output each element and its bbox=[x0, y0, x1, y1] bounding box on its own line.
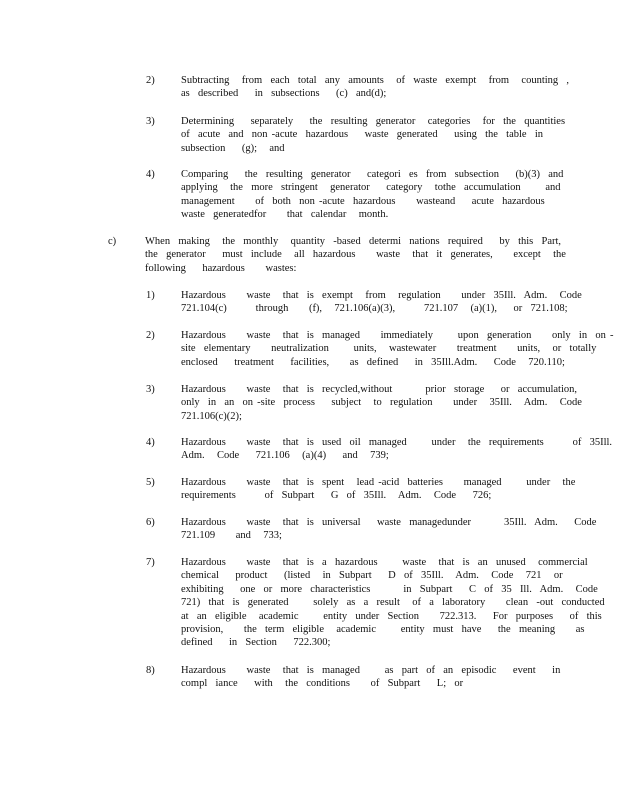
item-number: 2) bbox=[146, 75, 155, 86]
list-item-c-4 bbox=[146, 436, 612, 463]
item-text-line: Determining separately the resulting generator categories for the quantities bbox=[181, 116, 566, 127]
item-text-line: Subtracting from each total any amounts of waste exempt from counting , bbox=[181, 75, 570, 86]
item-text-line: requirements of Subpart G of 35Ill. Adm. Code 726; bbox=[181, 490, 492, 502]
item-text-line: 721.109 and 733; bbox=[181, 530, 282, 542]
item-text-line: subsection (g); and bbox=[181, 142, 285, 154]
list-item-c-8 bbox=[146, 664, 560, 691]
item-text-line: at an eligible academic entity under Section 722.313. For purposes of this bbox=[181, 610, 602, 622]
item-text-line: of acute and non -acute hazardous waste generated using the table in bbox=[181, 129, 544, 141]
list-item-2 bbox=[146, 74, 569, 101]
item-text-line: Hazardous waste that is universal waste managedunder 35Ill. Adm. Code bbox=[181, 517, 597, 528]
item-number: 1) bbox=[146, 290, 155, 301]
item-text-line: Hazardous waste that is managed as part of an episodic event in bbox=[181, 665, 561, 676]
item-text-line: Hazardous waste that is managed immediately upon generation only in on - bbox=[181, 330, 614, 341]
item-number: 3) bbox=[146, 116, 155, 127]
item-number: 2) bbox=[146, 330, 155, 341]
list-item-c-2 bbox=[146, 329, 613, 369]
item-text-line: enclosed treatment facilities, as defined in 35Ill.Adm. Code 720.110; bbox=[181, 356, 565, 368]
item-text-line: as described in subsections (c) and(d); bbox=[181, 88, 387, 100]
item-text-line: compl iance with the conditions of Subpart L; or bbox=[181, 678, 464, 690]
item-text-line: chemical product (listed in Subpart D of 35Ill. Adm. Code 721 or bbox=[181, 570, 563, 582]
item-text-line: defined in Section 722.300; bbox=[181, 637, 331, 649]
item-text-line: Hazardous waste that is exempt from regulation under 35Ill. Adm. Code bbox=[181, 290, 582, 301]
list-item-c-1 bbox=[146, 289, 582, 316]
item-text-line: Hazardous waste that is recycled,without prior storage or accumulation, bbox=[181, 384, 577, 395]
item-text-line: following hazardous wastes: bbox=[145, 262, 297, 274]
item-text-line: Hazardous waste that is used oil managed under the requirements of 35Ill. bbox=[181, 437, 613, 448]
item-number: 3) bbox=[146, 384, 155, 395]
item-number: c) bbox=[108, 236, 117, 247]
list-item-c bbox=[108, 235, 566, 275]
item-text-line: 721) that is generated solely as a result of a laboratory clean -out conducted bbox=[181, 597, 605, 609]
item-number: 6) bbox=[146, 517, 155, 528]
list-item-c-6 bbox=[146, 516, 596, 543]
item-text-line: the generator must include all hazardous waste that it generates, except the bbox=[145, 249, 566, 261]
list-item-c-3 bbox=[146, 383, 582, 423]
item-number: 8) bbox=[146, 665, 155, 676]
item-text-line: management of both non -acute hazardous wasteand acute hazardous bbox=[181, 195, 545, 207]
item-text-line: applying the more stringent generator category tothe accumulation and bbox=[181, 182, 561, 194]
item-text-line: Adm. Code 721.106 (a)(4) and 739; bbox=[181, 450, 389, 462]
item-number: 5) bbox=[146, 477, 155, 488]
list-item-c-5 bbox=[146, 476, 575, 503]
item-number: 4) bbox=[146, 437, 155, 448]
item-number: 4) bbox=[146, 169, 155, 180]
list-item-4 bbox=[146, 168, 563, 222]
item-text-line: waste generatedfor that calendar month. bbox=[181, 209, 389, 221]
list-item-3 bbox=[146, 115, 565, 155]
item-number: 7) bbox=[146, 557, 155, 568]
item-text-line: 721.104(c) through (f), 721.106(a)(3), 721.107 (a)(1), or 721.108; bbox=[181, 303, 568, 315]
item-text-line: exhibiting one or more characteristics in Subpart C of 35 Ill. Adm. Code bbox=[181, 583, 598, 595]
item-text-line: When making the monthly quantity -based determi nations required by this Part, bbox=[145, 236, 562, 247]
list-item-c-7 bbox=[146, 556, 605, 650]
item-text-line: Hazardous waste that is spent lead -acid batteries managed under the bbox=[181, 477, 576, 488]
item-text-line: only in an on -site process subject to regulation under 35Ill. Adm. Code bbox=[181, 397, 582, 409]
item-text-line: 721.106(c)(2); bbox=[181, 410, 242, 422]
item-text-line: Hazardous waste that is a hazardous waste that is an unused commercial bbox=[181, 557, 588, 568]
item-text-line: provision, the term eligible academic entity must have the meaning as bbox=[181, 624, 585, 636]
item-text-line: Comparing the resulting generator categori es from subsection (b)(3) and bbox=[181, 169, 564, 180]
item-text-line: site elementary neutralization units, wastewater treatment units, or totally bbox=[181, 343, 597, 355]
